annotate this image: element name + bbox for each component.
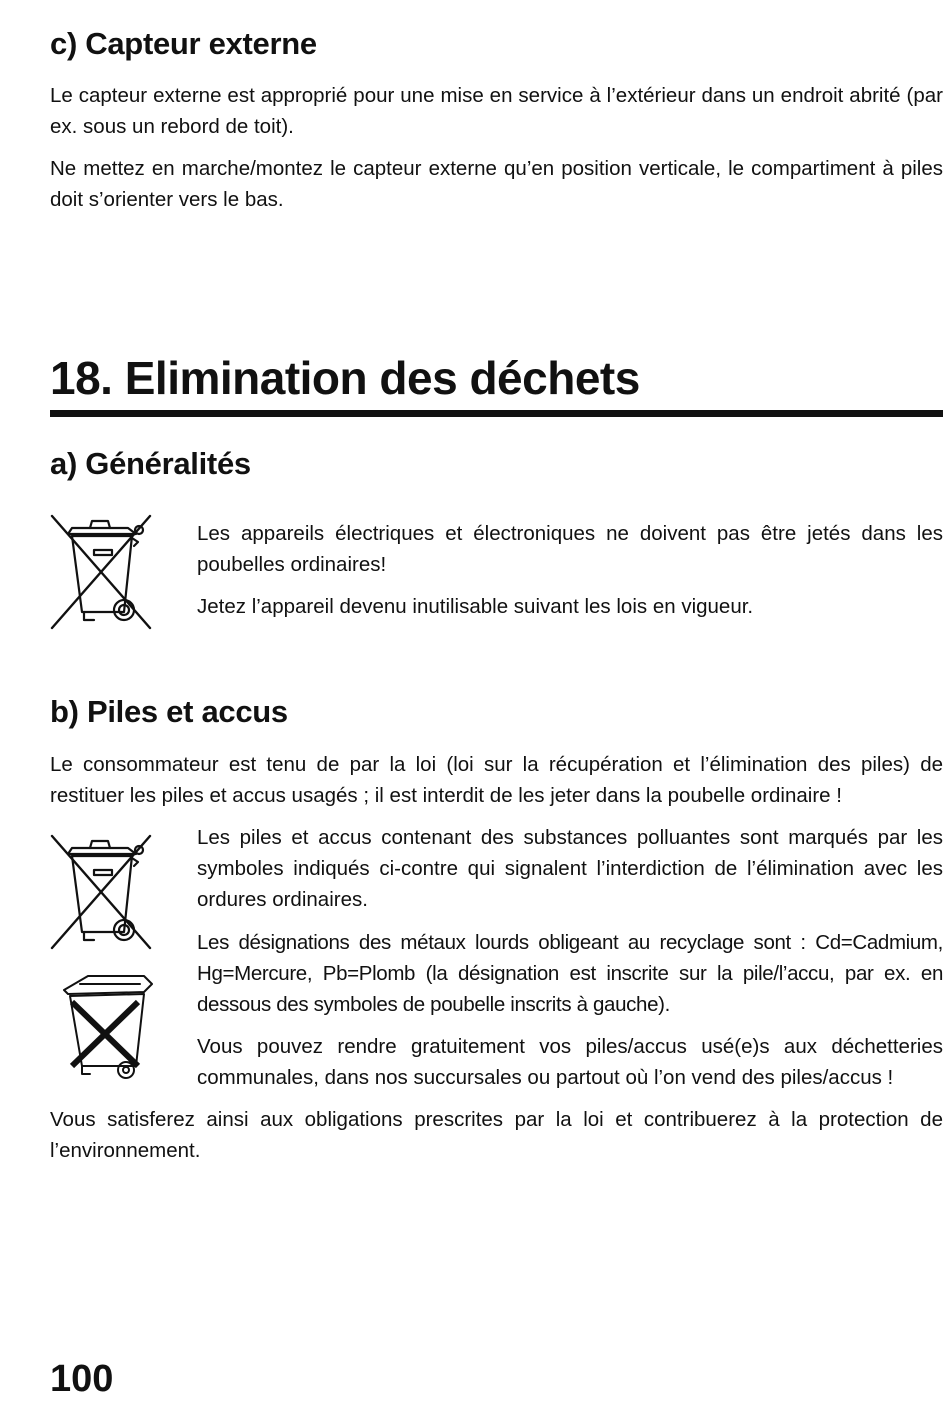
section-heading-capteur-externe: c) Capteur externe <box>50 26 317 61</box>
chapter-divider <box>50 410 943 417</box>
paragraph: Les désignations des métaux lourds obligeant au recyclage sont : Cd=Cadmium, Hg=Mercure, Pb=Plomb (la désignation est inscrite sur la pile/l’accu, par ex. en dessous des symboles de poubelle inscrits à gauche). <box>197 931 943 1016</box>
paragraph: Le consommateur est tenu de par la loi (loi sur la récupération et l’élimination des piles) de restituer les piles et accus usagés ; il est interdit de les jeter dans la poubelle ordinaire ! <box>50 753 943 807</box>
paragraph: Jetez l’appareil devenu inutilisable suivant les lois en vigueur. <box>197 595 754 618</box>
paragraph: Les appareils électriques et électroniques ne doivent pas être jetés dans les poubelles ordinaires! <box>197 522 943 576</box>
paragraph: Le capteur externe est approprié pour une mise en service à l’extérieur dans un endroit abrité (par ex. sous un rebord de toit). <box>50 84 943 138</box>
paragraph: Vous satisferez ainsi aux obligations prescrites par la loi et contribuerez à la protection de l’environnement. <box>50 1108 943 1162</box>
crossed-out-wheelie-bin-icon <box>50 832 154 952</box>
page-number: 100 <box>50 1358 114 1400</box>
section-heading-generalites: a) Généralités <box>50 446 251 481</box>
paragraph: Les piles et accus contenant des substances polluantes sont marqués par les symboles indiqués ci-contre qui signalent l’interdiction de l’élimination avec les ordures ordinaires. <box>197 826 943 911</box>
chapter-title: 18. Elimination des déchets <box>50 352 640 404</box>
crossed-out-battery-bin-icon <box>60 970 156 1084</box>
paragraph: Vous pouvez rendre gratuitement vos piles/accus usé(e)s aux déchetteries communales, dans nos succursales ou partout où l’on vend des piles/accus ! <box>197 1035 943 1089</box>
crossed-out-wheelie-bin-icon <box>50 512 154 632</box>
paragraph: Ne mettez en marche/montez le capteur externe qu’en position verticale, le compartiment à piles doit s’orienter vers le bas. <box>50 157 943 211</box>
section-heading-piles-et-accus: b) Piles et accus <box>50 694 288 729</box>
